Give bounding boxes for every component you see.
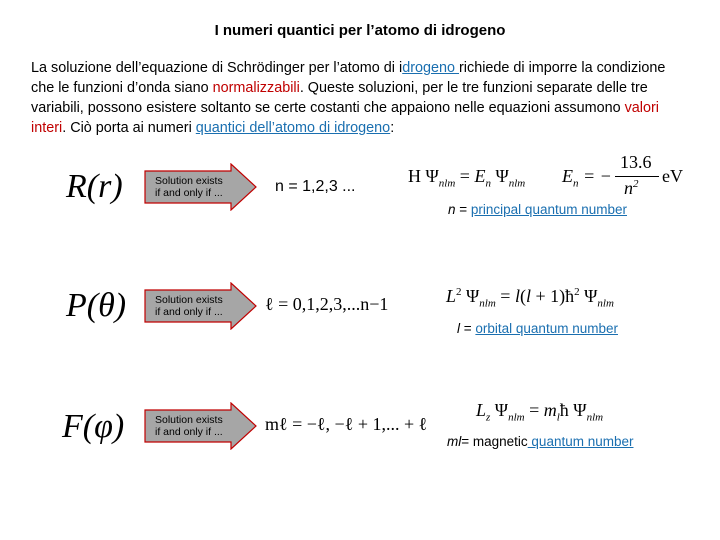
energy-unit: eV (662, 166, 683, 186)
arrow-text-line2: if and only if ... (155, 426, 223, 438)
energy-formula: $E_n$ = − 13.6 $n^2$ eV (562, 152, 683, 198)
energy-numerator: 13.6 (620, 152, 652, 172)
intro-text-4: . Ciò porta ai numeri (62, 120, 196, 136)
arrow-text-line2: if and only if ... (155, 187, 223, 199)
qn-symbol-n: n (448, 202, 456, 217)
orbital-condition: ℓ = 0,1,2,3,...n−1 (265, 294, 389, 314)
principal-condition: n = 1,2,3 ... (275, 178, 356, 195)
z-angular-momentum-equation: $L_z$ $\Psi_{nlm}$ = $m_lħ$ $\Psi_{nlm}$ (476, 400, 604, 424)
intro-paragraph (31, 58, 691, 138)
orbital-quantum-number-label (457, 321, 618, 336)
arrow-text (155, 294, 223, 318)
qn-eq-3: = magnetic (461, 434, 528, 449)
intro-text-5: : (390, 120, 395, 136)
polar-function-label: P(θ) (66, 287, 127, 324)
solution-arrow-1 (143, 163, 258, 216)
arrow-text (155, 414, 223, 438)
qn-eq-1: = (455, 202, 471, 217)
azimuthal-function-label: F(φ) (62, 408, 125, 445)
arrow-text (155, 175, 223, 199)
arrow-text-line2: if and only if ... (155, 306, 223, 318)
integer-values-highlight: valori interi (31, 100, 659, 136)
solution-arrow-2 (143, 282, 258, 335)
page-title: I numeri quantici per l’atomo di idrogeno (214, 22, 506, 39)
magnetic-quantum-number-label (447, 434, 633, 449)
magnetic-quantum-number-link[interactable]: quantum number (527, 434, 634, 449)
magnetic-condition: mℓ = −ℓ, −ℓ + 1,... + ℓ (265, 414, 428, 434)
arrow-text-line1: Solution exists (155, 294, 223, 306)
principal-quantum-number-link[interactable]: principal quantum number (470, 202, 627, 217)
solution-arrow-3 (143, 402, 258, 455)
hydrogen-link[interactable]: drogeno (402, 60, 460, 76)
energy-eigen-equation: H $\Psi_{nlm} = E_n$ $\Psi_{nlm}$ (408, 166, 526, 190)
intro-text-2: richiede di imporre la condizione che le funzioni d’onda siano (31, 60, 666, 96)
qn-symbol-ml: ml (447, 434, 462, 449)
principal-quantum-number-label (448, 202, 627, 217)
arrow-text-line1: Solution exists (155, 175, 223, 187)
orbital-quantum-number-link[interactable]: orbital quantum number (475, 321, 618, 336)
fraction-bar (615, 176, 659, 177)
intro-text-3: . Queste soluzioni, per le tre funzioni separate delle tre variabili, possono esistere soltanto se certe costanti che appaiono nelle equazioni assumono (31, 80, 648, 116)
angular-momentum-equation: $L^2$ $\Psi_{nlm} = l(l$ + $1)ħ^2$ $\Psi_{nlm}$ (446, 286, 614, 310)
intro-text-1: La soluzione dell’equazione di Schrödinger per l’atomo di i (31, 60, 403, 76)
radial-function-label: R(r) (66, 168, 123, 205)
quantum-numbers-link[interactable]: quantici dell’atomo di idrogeno (195, 120, 391, 136)
normalizable-highlight: normalizzabili (212, 80, 300, 96)
arrow-text-line1: Solution exists (155, 414, 223, 426)
qn-symbol-l: l (457, 321, 460, 336)
qn-eq-2: = (460, 321, 476, 336)
